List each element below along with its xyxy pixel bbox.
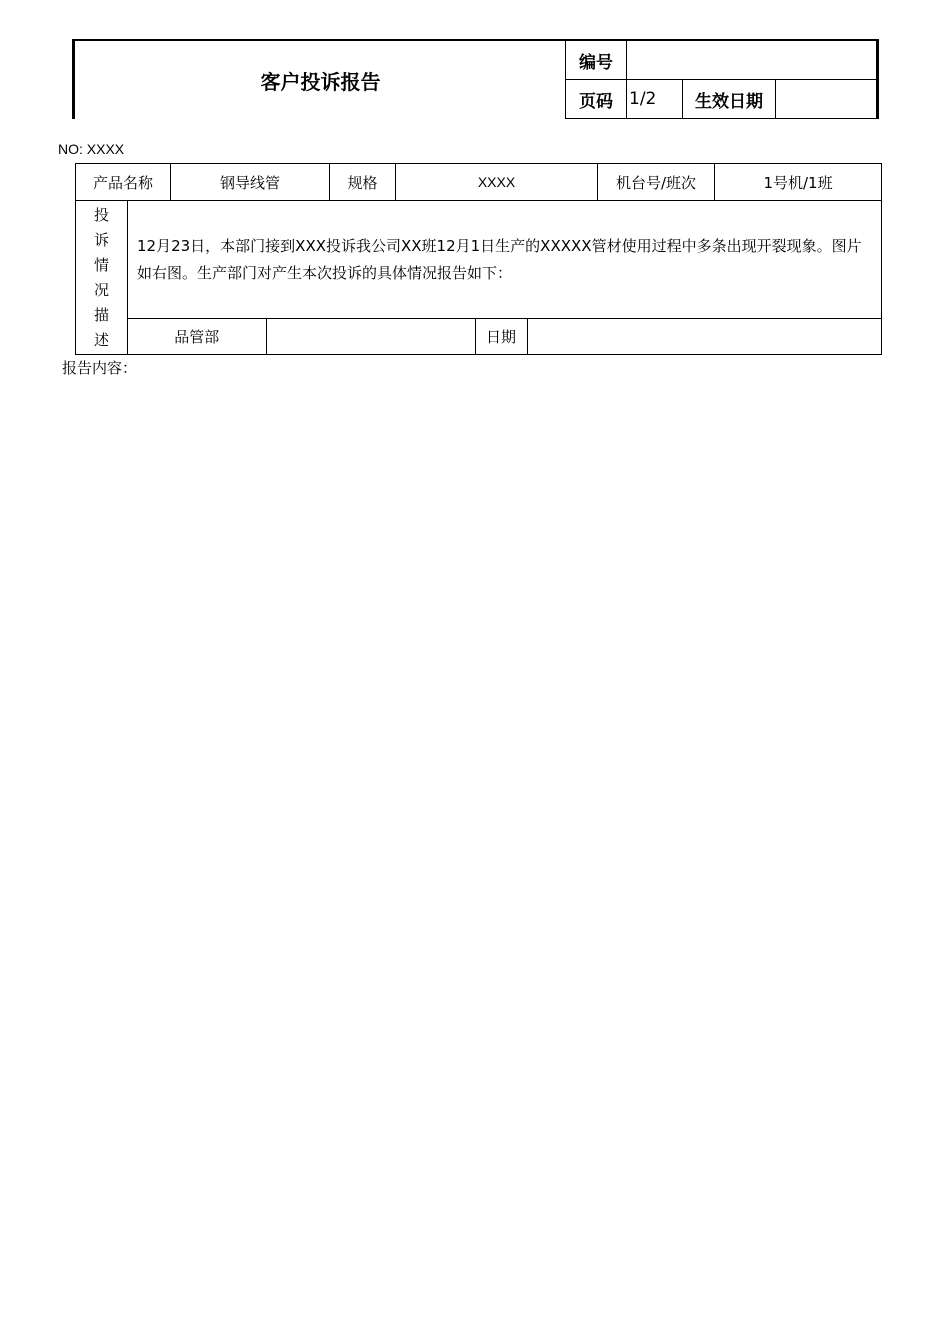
signoff-grid: [128, 319, 881, 354]
spec-label: 规格: [330, 164, 396, 201]
complaint-description-label: [76, 201, 128, 355]
label-char: 投: [93, 205, 109, 224]
effective-date-label: 生效日期: [683, 80, 776, 119]
page-value: 1/2: [627, 80, 683, 119]
label-char: 诉: [93, 230, 109, 249]
department-value[interactable]: [266, 319, 475, 354]
report-content-label: 报告内容：: [62, 359, 138, 377]
label-char: 述: [93, 330, 109, 349]
machine-shift-value: 1号机/1班: [715, 164, 882, 201]
document-title: 客户投诉报告: [260, 69, 381, 94]
machine-shift-label: 机台号/班次: [598, 164, 715, 201]
page-label: 页码: [566, 80, 627, 119]
label-char: 情: [93, 255, 109, 274]
number-label: 编号: [566, 41, 627, 80]
header-info-grid: [565, 41, 878, 119]
date-label: 日期: [475, 319, 527, 354]
label-char: 描: [93, 305, 109, 324]
complaint-table: [75, 163, 882, 355]
spec-value: XXXX: [396, 164, 598, 201]
department-label: 品管部: [128, 319, 266, 354]
label-char: 况: [93, 280, 109, 299]
complaint-description-text: 12月23日，本部门接到XXX投诉我公司XX班12月1日生产的XXXXX管材使用过程中多条出现开裂现象。图片如右图。生产部门对产生本次投诉的具体情况报告如下：: [128, 201, 882, 319]
effective-date-value[interactable]: [776, 80, 878, 119]
product-name-value: 钢导线管: [171, 164, 330, 201]
date-value[interactable]: [527, 319, 881, 354]
product-name-label: 产品名称: [76, 164, 171, 201]
number-value[interactable]: [627, 41, 878, 80]
document-number: NO: XXXX: [58, 141, 125, 157]
signoff-row: [128, 319, 882, 355]
